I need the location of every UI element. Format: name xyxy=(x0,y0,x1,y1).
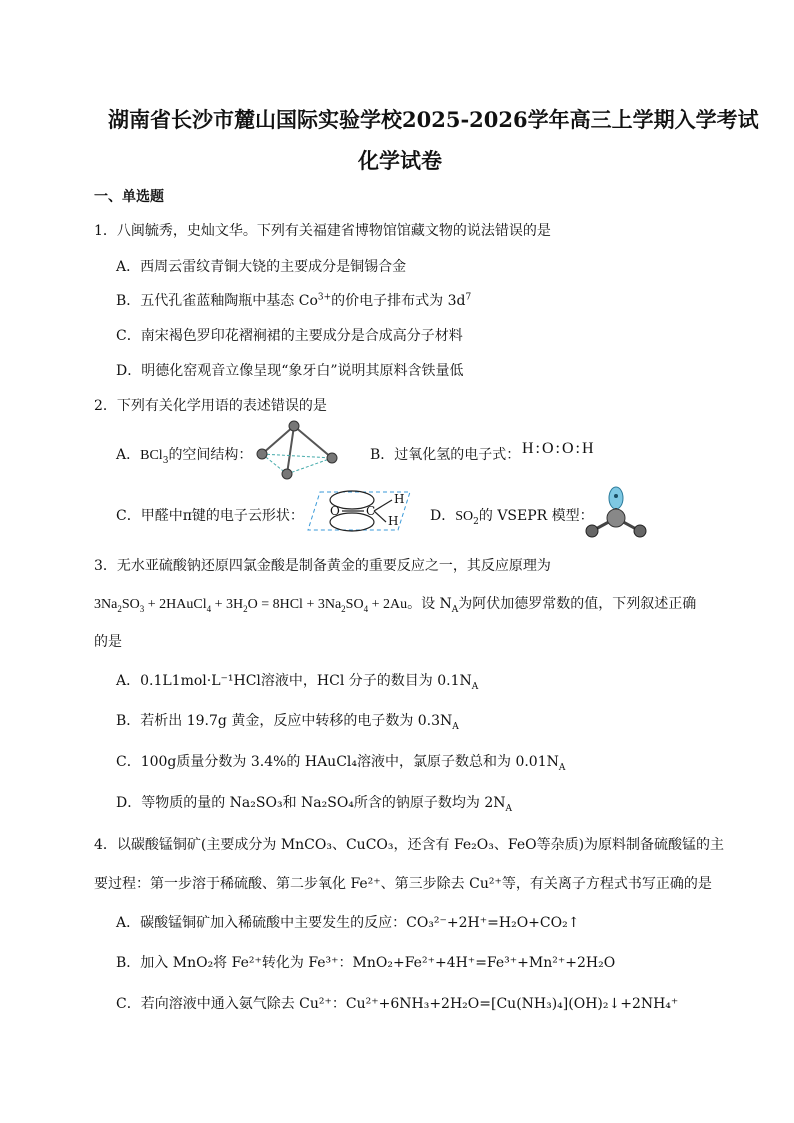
h2o2-electron-formula: H:O:O:H xyxy=(522,440,596,457)
formaldehyde-h1-label: H xyxy=(394,492,405,506)
question-1-stem: 1．八闽毓秀，史灿文华。下列有关福建省博物馆馆藏文物的说法错误的是 xyxy=(94,223,551,239)
section-heading: 一、单选题 xyxy=(94,189,164,205)
question-2-option-b: B．过氧化氢的电子式： xyxy=(370,447,521,463)
formaldehyde-c-label: C xyxy=(366,504,376,518)
question-4-option-a: A．碳酸锰铜矿加入稀硫酸中主要发生的反应：CO₃²⁻+2H⁺=H₂O+CO₂↑ xyxy=(116,915,580,931)
question-3-option-c: C．100g质量分数为 3.4%的 HAuCl₄溶液中，氯原子数总和为 $0.01N_A$ xyxy=(116,754,566,773)
question-1-option-c: C．南宋褐色罗印花褶裥裙的主要成分是合成高分子材料 xyxy=(116,328,463,344)
so2-vsepr-model-image xyxy=(580,486,654,542)
question-3-stem: 3．无水亚硫酸钠还原四氯金酸是制备黄金的重要反应之一，其反应原理为 xyxy=(94,558,551,574)
formaldehyde-h2-label: H xyxy=(388,514,399,528)
bcl3-structure-image xyxy=(252,418,342,484)
question-2-stem: 2．下列有关化学用语的表述错误的是 xyxy=(94,398,327,414)
question-3-equation: $3Na_2SO_3$ + 2HAuCl$_4$ + $3H_2O = 8HCl + 3Na_2SO_4 + 2Au$。设 $N_A$为阿伏加德罗常数的值，下列叙述正确 xyxy=(94,596,697,615)
question-4-option-b: B．加入 MnO₂将 Fe²⁺转化为 Fe³⁺：MnO₂+Fe²⁺+4H⁺=Fe³⁺+Mn²⁺+2H₂O xyxy=(116,955,616,971)
question-2-option-a: A．BCl$_3$的空间结构： xyxy=(116,447,253,466)
question-3-stem-end: 的是 xyxy=(94,634,122,650)
question-4-option-c: C．若向溶液中通入氨气除去 Cu²⁺：Cu²⁺+6NH₃+2H₂O=[Cu(NH₃)₄](OH)₂↓+2NH₄⁺ xyxy=(116,996,679,1012)
question-3-option-a: A．0.1L1mol·L⁻¹HCl溶液中，HCl 分子的数目为 $0.1N_A$ xyxy=(116,673,479,692)
question-1-option-b: B．五代孔雀蓝釉陶瓶中基态 $Co^{3+}$的价电子排布式为 $3d^7$ xyxy=(116,292,472,309)
question-4-stem-line1: 4．以碳酸锰铜矿(主要成分为 MnCO₃、CuCO₃，还含有 Fe₂O₃、FeO等杂质)为原料制备硫酸锰的主 xyxy=(94,837,725,853)
question-4-stem-line2: 要过程：第一步溶于稀硫酸、第二步氧化 Fe²⁺、第三步除去 Cu²⁺等，有关离子方程式书写正确的是 xyxy=(94,876,712,892)
question-3-option-d: D．等物质的量的 Na₂SO₃和 Na₂SO₄所含的钠原子数均为 $2N_A$ xyxy=(116,795,513,814)
question-1-option-a: A．西周云雷纹青铜大铙的主要成分是铜锡合金 xyxy=(116,259,407,275)
question-2-option-d: D．$SO_2$的 VSEPR 模型： xyxy=(430,508,594,527)
page-title: 湖南省长沙市麓山国际实验学校2025-2026学年高三上学期入学考试 xyxy=(108,107,759,132)
question-3-option-b: B．若析出 19.7g 黄金，反应中转移的电子数为 $0.3N_A$ xyxy=(116,713,459,732)
page-subtitle: 化学试卷 xyxy=(358,148,442,173)
question-1-option-d: D．明德化窑观音立像呈现“象牙白”说明其原料含铁量低 xyxy=(116,363,464,379)
formaldehyde-o-label: O xyxy=(330,504,340,518)
question-2-option-c: C．甲醛中π键的电子云形状： xyxy=(116,508,304,524)
